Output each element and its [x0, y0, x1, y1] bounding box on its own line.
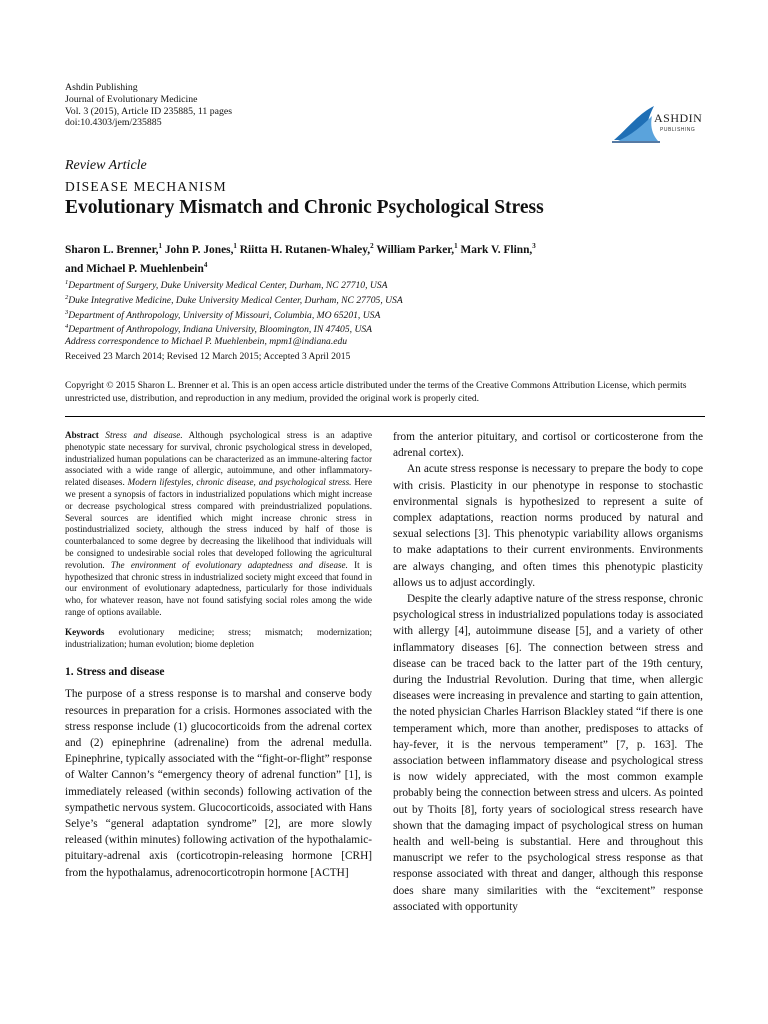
author-name: Riitta H. Rutanen-Whaley, [239, 243, 371, 256]
body-paragraph: The purpose of a stress response is to marshal and conserve body resources in preparation for a crisis. Hormones associated with the stress response include (1) glucocorticoids from the adrenal cortex and (2) epinephrine (adrenaline) from the adrenal medulla. Epinephrine, typically associated with the “fight-or-flight” response of Walter Cannon’s “emergency theory of adrenal function” [1], is immediately released (within seconds) following activation of the sympathetic nervous system. Glucocorticoids, associated with Hans Selye’s “general adaptation syndrome” [2], are more slowly released (within minutes) following activation of the hypothalamic-pituitary-adrenal axis (corticotropin-releasing hormone [CRH] from the hypothalamus, adrenocorticotropin hormone [ACTH] [65, 688, 372, 879]
body-paragraph: An acute stress response is necessary to prepare the body to cope with crisis. Plasticity in our phenotype in response to stochastic environmental signals is hypothesized to represent a suite of complex adaptations, reaction norms produced by natural and sexual selections [3]. This phenotypic variability allows organisms to make adaptations to their current environments. Environments are always changing, and often times this phenotypic plasticity allows us to adjust accordingly. [393, 463, 703, 589]
author-name: John P. Jones, [164, 243, 234, 256]
ashdin-logo-icon [612, 104, 708, 144]
received-dates: Received 23 March 2014; Revised 12 March 2015; Accepted 3 April 2015 [65, 351, 351, 362]
journal-name: Journal of Evolutionary Medicine [65, 93, 198, 105]
svg-text:ASHDIN: ASHDIN [654, 111, 703, 125]
author-list: Sharon L. Brenner,$^1$ John P. Jones,$^1$ Riitta H. Rutanen-Whaley,$^2$ William Parker,$^1$ Mark V. Flinn,$^3$ and Michael P. Muehlenbein$^4$ [65, 242, 536, 275]
keywords: Keywords evolutionary medicine; stress; mismatch; modernization; industrialization; human evolution; biome depletion [65, 626, 372, 649]
ashdin-logo [612, 104, 708, 144]
section-heading: 1. Stress and disease [65, 666, 165, 679]
divider [65, 416, 705, 417]
volume-info: Vol. 3 (2015), Article ID 235885, 11 pages [65, 105, 233, 117]
correspondence: Address correspondence to Michael P. Muehlenbein, mpm1@indiana.edu [65, 336, 348, 348]
author-name: Sharon L. Brenner, [65, 243, 159, 256]
affiliation: $^2$Duke Integrative Medicine, Duke University Medical Center, Durham, NC 27705, USA [65, 293, 403, 306]
left-column [65, 430, 372, 881]
author-name: Mark V. Flinn, [460, 243, 533, 256]
affiliation: $^4$Department of Anthropology, Indiana University, Bloomington, IN 47405, USA [65, 323, 373, 336]
svg-text:PUBLISHING: PUBLISHING [660, 127, 696, 133]
copyright-notice: Copyright © 2015 Sharon L. Brenner et al. This is an open access article distributed under the terms of the Creative Commons Attribution License, which permits unrestricted use, distribution, and reproduction in any medium, provided the original work is properly cited. [65, 380, 687, 404]
affiliation: $^1$Department of Surgery, Duke University Medical Center, Durham, NC 27710, USA [65, 279, 388, 292]
author-name: and Michael P. Muehlenbein [65, 262, 204, 275]
article-title: Evolutionary Mismatch and Chronic Psychological Stress [65, 197, 544, 218]
publication-info [65, 82, 232, 129]
body-paragraph: from the anterior pituitary, and cortisol or corticosterone from the adrenal cortex). [393, 431, 703, 460]
affiliations [65, 277, 403, 348]
author-name: William Parker, [376, 243, 455, 256]
publisher-name: Ashdin Publishing [65, 82, 138, 93]
abstract: Abstract Stress and disease. Although psychological stress is an adaptive phenotypic state necessary for survival, chronic psychological stress in developed, industrialized human populations can be characterized as an immune-altering factor associated with a wide range of allergic, autoimmune, and other inflammatory-related diseases. Modern lifestyles, chronic disease, and psychological stress. Here we present a synopsis of factors in industrialized populations which might increase or decrease psychological stress compared with preindustrialized populations. Several sources are identified which might increase chronic stress in postindustrialized society, although the stress induced by half of those is counterbalanced to some degree by decreasing the likelihood that individuals will be consigned to undesirable social roles that developed following the agricultural revolution. The environment of evolutionary adaptedness and disease. It is hypothesized that chronic stress in industrialized society might exceed that found in our environment of evolutionary adaptedness, particularly for those individuals who, for whatever reason, have not found satisfying social roles among the wide range of options available. [65, 430, 373, 617]
article-type: Review Article [65, 158, 147, 173]
right-column [393, 429, 703, 915]
doi: doi:10.4303/jem/235885 [65, 117, 162, 129]
body-paragraph: Despite the clearly adaptive nature of the stress response, chronic psychological stress in industrialized populations today is associated with allergy [4], autoimmune disease [5], and a variety of other inflammatory diseases [6]. The connection between stress and disease can be traced back to the latter part of the 19th century, during the Industrial Revolution. During that time, when allergic diseases were increasing in prevalence and starting to gain attention, the noted physician Charles Harrison Blackley stated “if there is one temperament which, more than another, predisposes to attacks of hay-fever, it is the nervous temperament” [7, p. 163]. The association between inflammatory disease and psychological stress is now widely appreciated, with the most common example probably being the connection between stress and ulcers. As pointed out by Thoits [8], forty years of sociological stress research have shown that the damaging impact of psychological stress on human health and well-being is substantial. Here and throughout this manuscript we refer to the psychological stress response as that response associated with threat and danger, although this response does share many similarities with the “excitement” response associated with opportunity [393, 593, 703, 913]
section-label: DISEASE MECHANISM [65, 179, 227, 194]
affiliation: $^3$Department of Anthropology, University of Missouri, Columbia, MO 65201, USA [65, 308, 381, 321]
